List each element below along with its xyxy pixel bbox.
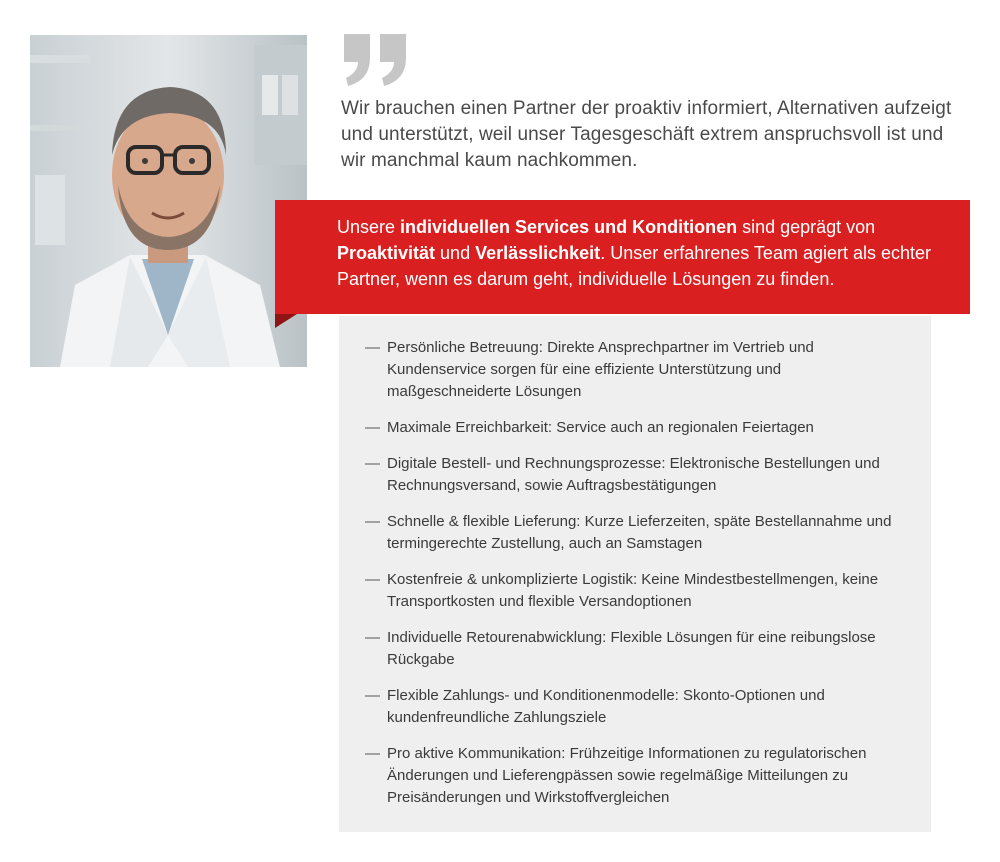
list-item [365,453,901,497]
dash-icon: — [365,629,380,646]
list-item [365,743,901,809]
list-item [365,337,901,403]
list-item-text: Digitale Bestell- und Rechnungsprozesse: Elektronische Bestellungen und Rechnungsversand, sowie Auftragsbestätigungen [387,455,880,494]
dash-icon: — [365,571,380,588]
banner-text: Unsere [337,217,401,237]
quote-text: Wir brauchen einen Partner der proaktiv informiert, Alternativen aufzeigt und unterstützt, weil unser Tagesgeschäft extrem anspruchsvoll ist und wir manchmal kaum nachkommen. [341,98,952,171]
dash-icon: — [365,419,380,436]
dash-icon: — [365,745,380,762]
banner-bold: Verlässlichkeit [475,243,601,263]
list-item-text: Kostenfreie & unkomplizierte Logistik: Keine Mindestbestellmengen, keine Transportkosten und flexible Versandoptionen [387,571,879,610]
list-item-text: Flexible Zahlungs- und Konditionenmodelle: Skonto-Optionen und kundenfreundliche Zahlungsziele [387,687,825,726]
list-item-text: Pro aktive Kommunikation: Frühzeitige Informationen zu regulatorischen Änderungen und Lieferengpässen sowie regelmäßige Mitteilungen zu Preisänderungen und Wirkstoffvergleichen [387,745,867,806]
list-item-text: Individuelle Retourenabwicklung: Flexible Lösungen für eine reibungslose Rückgabe [387,629,876,668]
dash-icon: — [365,455,380,472]
list-item [365,569,901,613]
list-item [365,511,901,555]
list-item-text: Maximale Erreichbarkeit: Service auch an regionalen Feiertagen [387,419,814,436]
highlight-banner [275,200,970,314]
banner-text: sind geprägt von [737,217,876,237]
dash-icon: — [365,513,380,530]
dash-icon: — [365,687,380,704]
banner-bold: individuellen Services und Konditionen [400,217,738,237]
list-item-text: Schnelle & flexible Lieferung: Kurze Lieferzeiten, späte Bestellannahme und termingerechte Zustellung, auch an Samstagen [387,513,892,552]
banner-bold: Proaktivität [337,243,436,263]
banner-fold [275,314,297,328]
list-item [365,627,901,671]
services-list [365,337,901,809]
list-item-text: Persönliche Betreuung: Direkte Ansprechpartner im Vertrieb und Kundenservice sorgen für eine effiziente Unterstützung und maßgeschneiderte Lösungen [387,339,814,400]
quote-mark-icon [342,34,410,86]
banner-text: und [435,243,476,263]
pharmacist-portrait [30,35,307,367]
banner-text: . Unser erfahrenes Team agiert als echter Partner, wenn es darum geht, individuelle Lösungen zu finden. [337,243,932,289]
list-item [365,417,901,439]
services-panel [339,316,931,832]
list-item [365,685,901,729]
dash-icon: — [365,339,380,356]
